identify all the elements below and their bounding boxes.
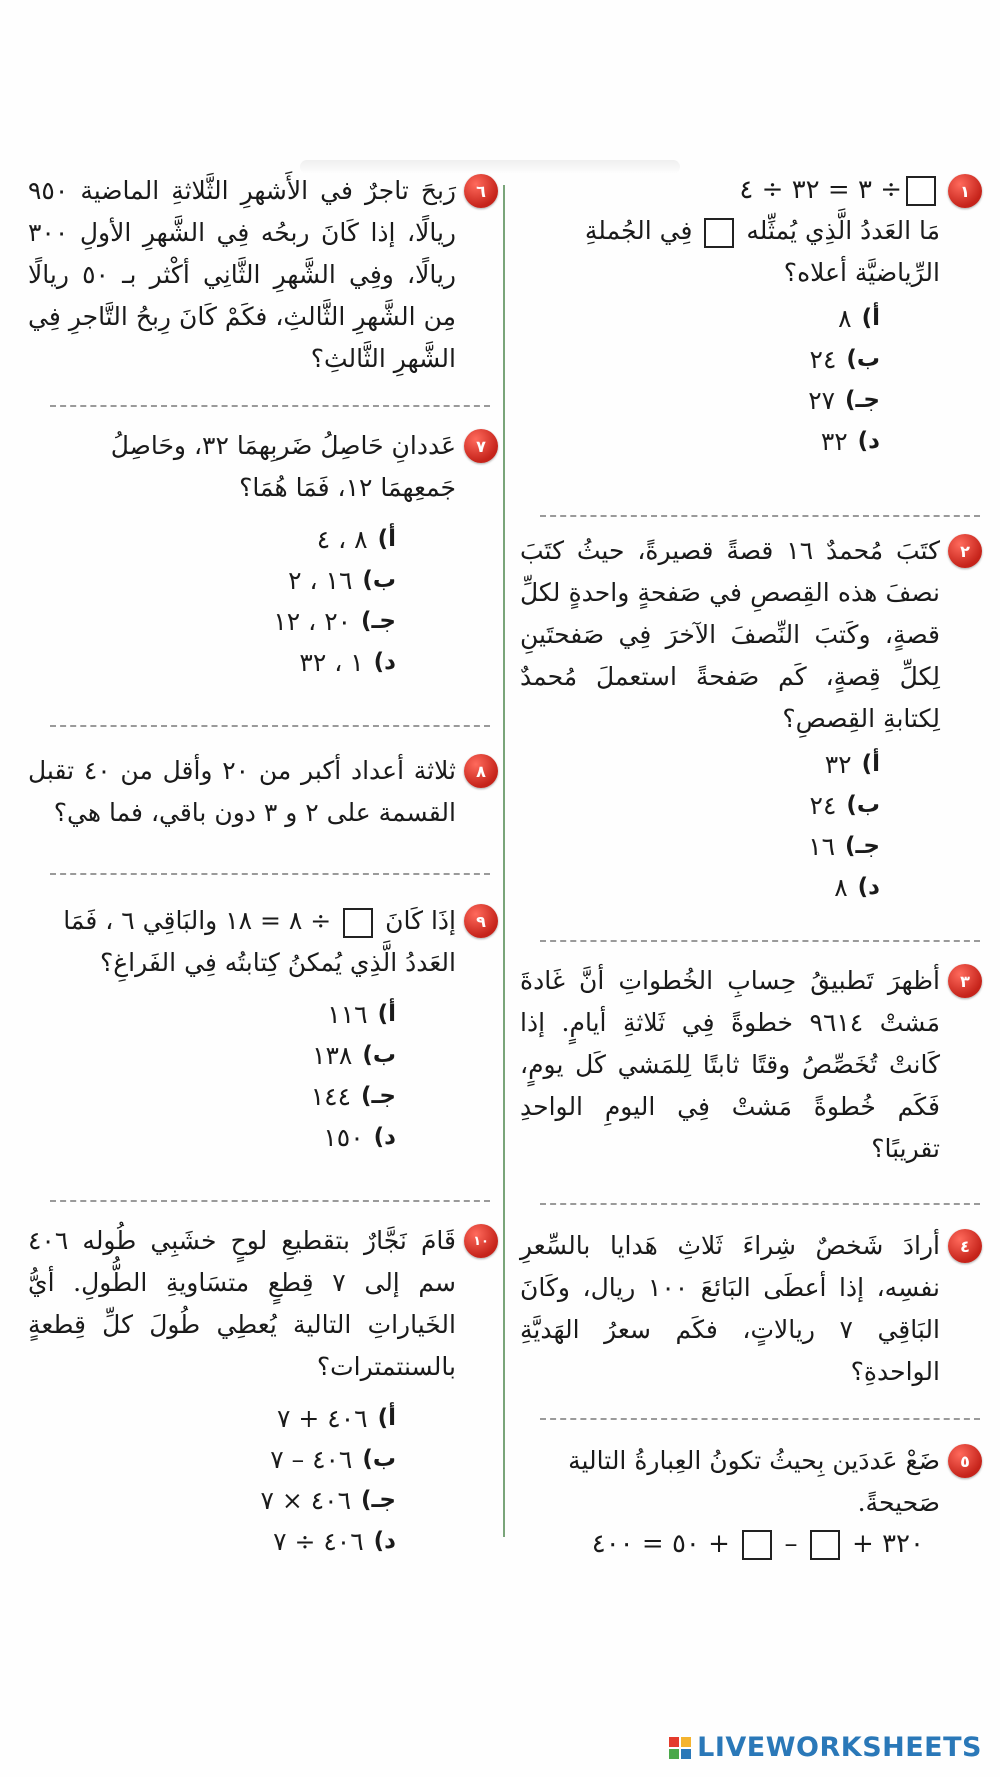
question-3 [520, 960, 982, 1170]
question-8 [28, 750, 498, 834]
choice-a[interactable]: أ) ٨ ، ٤ [316, 525, 396, 554]
divider [50, 1200, 490, 1202]
choice-a[interactable]: أ) ١١٦ [327, 1000, 396, 1029]
q2-choices [520, 744, 982, 908]
divider [540, 940, 980, 942]
question-number-badge: ٧ [464, 429, 498, 463]
choice-c[interactable]: جـ) ١٤٤ [310, 1082, 396, 1111]
choice-d[interactable]: د) ٣٢ [820, 427, 880, 456]
divider [540, 1203, 980, 1205]
q1-prompt: مَا العَددُ الَّذِي يُمثِّله فِي الجُملةِ الرِّياضيَّة أعلاه؟ [584, 216, 940, 287]
choice-c[interactable]: جـ) ٢٠ ، ١٢ [273, 607, 396, 636]
q5-blank-box-1[interactable] [810, 1530, 840, 1560]
question-number-badge: ٩ [464, 904, 498, 938]
q10-choices [28, 1398, 498, 1562]
question-6 [28, 170, 498, 380]
q9-prompt: إذَا كَانَ ÷ ٨ = ١٨ والبَاقِي ٦ ، فَمَا العَددُ الَّذِي يُمكنُ كِتابتُه فِي الفَراغِ؟ [63, 906, 456, 977]
choice-b[interactable]: ب) ٢٤ [809, 345, 880, 374]
q3-prompt: أظهرَ تَطبيقُ حِسابِ الخُطواتِ أنَّ غَادةَ مَشتْ ٩٦١٤ خطوةً فِي ثَلاثةِ أيامٍ. إذا كَانتْ تُخَصِّصُ وقتًا ثابتًا لِلمَشي كَل يومٍ، فَكَم خُطوةً مَشتْ فِي اليومِ الواحدِ تقريبًا؟ [520, 966, 940, 1163]
choice-c[interactable]: جـ) ١٦ [808, 832, 880, 861]
choice-a[interactable]: أ) ٤٠٦ + ٧ [277, 1404, 396, 1433]
q1-equation [520, 170, 940, 210]
question-number-badge: ٢ [948, 534, 982, 568]
column-divider [503, 185, 505, 1537]
q1-blank-box-icon[interactable] [906, 176, 936, 206]
question-5 [520, 1440, 982, 1564]
q5-equation: ٣٢٠ + – + ٥٠ = ٤٠٠ [591, 1529, 924, 1559]
question-4 [520, 1225, 982, 1393]
liveworksheets-logo-icon [669, 1737, 691, 1759]
choice-d[interactable]: د) ١ ، ٣٢ [299, 648, 396, 677]
divider [50, 405, 490, 407]
question-10 [28, 1220, 498, 1562]
question-number-badge: ٤ [948, 1229, 982, 1263]
question-number-badge: ١ [948, 174, 982, 208]
q1-inline-box-icon [704, 218, 734, 248]
choice-b[interactable]: ب) ١٣٨ [312, 1041, 396, 1070]
choice-a[interactable]: أ) ٨ [838, 304, 880, 333]
q7-prompt: عَددانِ حَاصِلُ ضَربِهمَا ٣٢، وحَاصِلُ جَمعِهمَا ١٢، فَمَا هُمَا؟ [110, 431, 456, 502]
question-7 [28, 425, 498, 683]
choice-d[interactable]: د) ١٥٠ [323, 1123, 396, 1152]
question-9 [28, 900, 498, 1158]
question-1 [520, 170, 982, 462]
divider [540, 1418, 980, 1420]
choice-d[interactable]: د) ٨ [834, 873, 880, 902]
liveworksheets-logo[interactable] [669, 1732, 982, 1763]
q5-prompt: ضَعْ عَددَين بِحيثُ تكونُ العِبارةُ التالية صَحيحةً. [568, 1446, 940, 1517]
divider [540, 515, 980, 517]
choice-c[interactable]: جـ) ٢٧ [808, 386, 880, 415]
brand-text: LIVEWORKSHEETS [697, 1732, 982, 1763]
q10-prompt: قَامَ نَجَّارٌ بتقطيعِ لوحٍ خشَبِي طُوله ٤٠٦ سم إلى ٧ قِطعٍ متسَاويةِ الطُّولِ. أيُّ الخَياراتِ التالية يُعطِي طُولَ كلِّ قِطعةٍ بالسنتمترات؟ [28, 1226, 456, 1381]
q9-choices [28, 994, 498, 1158]
q4-prompt: أرادَ شَخصٌ شِراءَ ثَلاثِ هَدايا بالسِّعرِ نفسِه، إذا أعطَى البَائعَ ١٠٠ ريال، وكَانَ البَاقِي ٧ ريالاتٍ، فكَم سعرُ الهَديَّةِ الواحدةِ؟ [520, 1231, 940, 1386]
question-number-badge: ٨ [464, 754, 498, 788]
divider [50, 873, 490, 875]
q9-blank-box[interactable] [343, 908, 373, 938]
q8-prompt: ثلاثة أعداد أكبر من ٢٠ وأقل من ٤٠ تقبل القسمة على ٢ و ٣ دون باقي، فما هي؟ [28, 756, 456, 827]
choice-c[interactable]: جـ) ٤٠٦ × ٧ [260, 1486, 396, 1515]
q2-prompt: كتَبَ مُحمدٌ ١٦ قصةً قصيرةً، حيثُ كتَبَ نصفَ هذه القِصصِ في صَفحةٍ واحدةٍ لكلِّ قصةٍ، وكَتبَ النِّصفَ الآخرَ فِي صَفحتَينِ لِكلِّ قِصةٍ، كَم صَفحةً استعملَ مُحمدٌ لِكتابةِ القِصصِ؟ [520, 536, 940, 733]
q1-equation-text: ÷ ٣ = ٣٢ ÷ ٤ [739, 175, 902, 205]
question-number-badge: ٣ [948, 964, 982, 998]
choice-b[interactable]: ب) ١٦ ، ٢ [288, 566, 396, 595]
question-number-badge: ٥ [948, 1444, 982, 1478]
q6-prompt: رَبحَ تاجرٌ في الأَشهرِ الثَّلاثةِ الماضية ٩٥٠ ريالًا، إذا كَانَ ربحُه فِي الشَّهرِ الأولِ ٣٠٠ ريالًا، وفِي الشَّهرِ الثَّانِي أكْثر بـ ٥٠ ريالًا مِن الشَّهرِ الثَّالثِ، فكَمْ كَانَ رِبحُ التَّاجرِ فِي الشَّهرِ الثَّالثِ؟ [28, 176, 457, 373]
q1-choices [520, 298, 982, 462]
divider [50, 725, 490, 727]
choice-b[interactable]: ب) ٢٤ [809, 791, 880, 820]
question-2 [520, 530, 982, 908]
q5-blank-box-2[interactable] [742, 1530, 772, 1560]
choice-a[interactable]: أ) ٣٢ [824, 750, 880, 779]
choice-d[interactable]: د) ٤٠٦ ÷ ٧ [273, 1527, 396, 1556]
q7-choices [28, 519, 498, 683]
choice-b[interactable]: ب) ٤٠٦ – ٧ [270, 1445, 396, 1474]
question-number-badge: ٦ [464, 174, 498, 208]
question-number-badge: ١٠ [464, 1224, 498, 1258]
